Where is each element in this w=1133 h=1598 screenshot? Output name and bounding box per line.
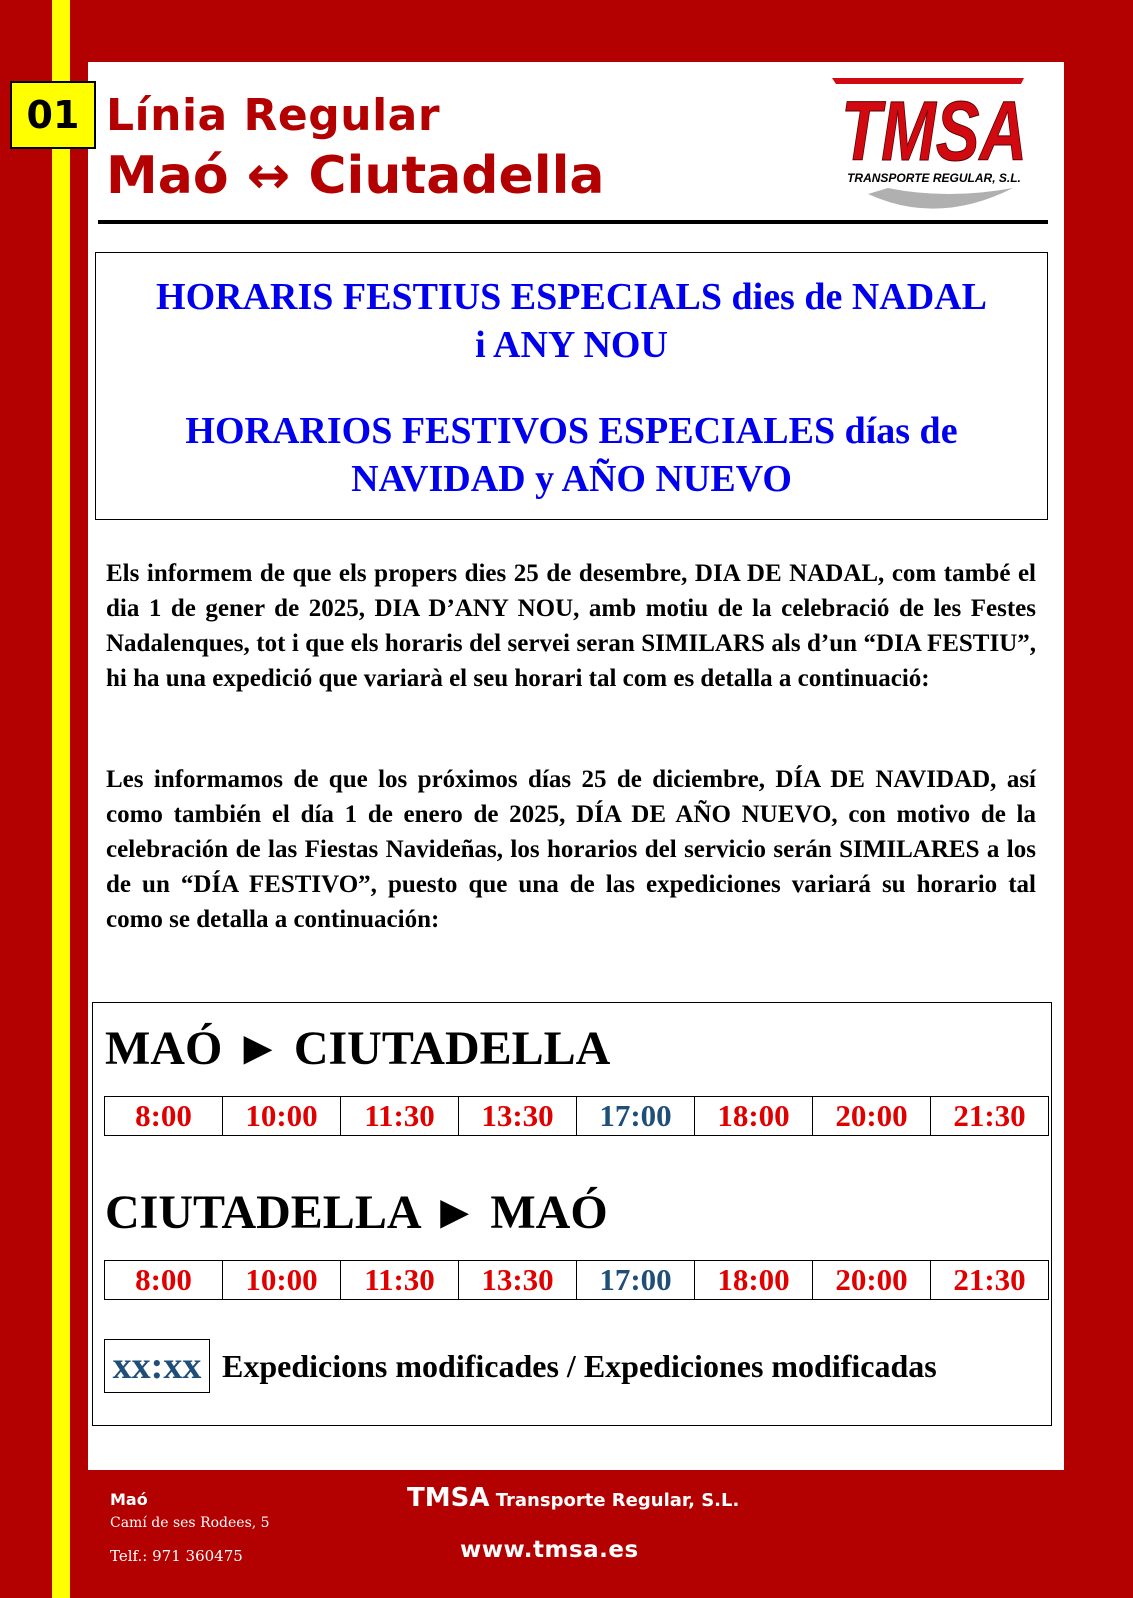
time-cell-modified: 17:00 — [577, 1097, 695, 1135]
footer-company — [407, 1483, 739, 1513]
line-title: Línia Regular — [106, 90, 441, 141]
time-cell: 20:00 — [813, 1261, 931, 1299]
time-cell: 10:00 — [223, 1261, 341, 1299]
logo-tagline: TRANSPORTE REGULAR, S.L. — [847, 171, 1021, 185]
line-route: Maó ↔ Ciutadella — [106, 146, 605, 206]
time-cell: 21:30 — [953, 1098, 1026, 1133]
footer-city: Maó — [110, 1490, 148, 1509]
notice-title-catalan-rest: dies de NADAL i ANY NOU — [475, 276, 987, 366]
times-row-ciutadella-mao — [104, 1260, 1049, 1300]
notice-title-spanish-rest: días de NAVIDAD y AÑO NUEVO — [351, 410, 958, 500]
direction-ciutadella-mao: CIUTADELLA ► MAÓ — [105, 1186, 608, 1239]
time-cell: 18:00 — [695, 1097, 813, 1135]
legend-swatch: xx:xx — [104, 1339, 210, 1393]
legend — [104, 1339, 937, 1393]
time-cell: 10:00 — [223, 1097, 341, 1135]
time-cell: 21:30 — [953, 1262, 1026, 1297]
notice-title-catalan-bold: HORARIS FESTIUS ESPECIALS — [156, 276, 722, 318]
footer-address: Camí de ses Rodees, 5 — [110, 1515, 270, 1531]
schedule-box — [92, 1002, 1052, 1426]
time-cell: 13:30 — [459, 1261, 577, 1299]
time-cell: 11:30 — [341, 1261, 459, 1299]
notice-title-spanish-bold: HORARIOS FESTIVOS ESPECIALES — [185, 410, 836, 452]
notice-title-catalan — [96, 273, 1047, 369]
time-cell-modified: 17:00 — [577, 1261, 695, 1299]
footer-company-name: Transporte Regular, S.L. — [489, 1490, 740, 1511]
time-cell: 8:00 — [105, 1261, 223, 1299]
times-row-mao-ciutadella — [104, 1096, 1049, 1136]
tmsa-logo — [828, 76, 1048, 212]
notice-box — [95, 252, 1048, 520]
route-number-badge: 01 — [10, 81, 96, 149]
red-side-stripe — [70, 0, 88, 1598]
direction-mao-ciutadella: MAÓ ► CIUTADELLA — [105, 1022, 611, 1075]
time-cell: 18:00 — [695, 1261, 813, 1299]
logo-brand: TMSA — [841, 84, 1027, 178]
footer-phone: Telf.: 971 360475 — [110, 1547, 243, 1565]
yellow-side-stripe — [52, 0, 70, 1598]
time-cell: 11:30 — [341, 1097, 459, 1135]
tmsa-logo-graphic — [828, 76, 1048, 212]
time-cell: 8:00 — [105, 1097, 223, 1135]
time-cell: 20:00 — [813, 1097, 931, 1135]
time-cell: 13:30 — [459, 1097, 577, 1135]
footer-brand: TMSA — [407, 1483, 490, 1513]
notice-title-spanish — [96, 407, 1047, 503]
paragraph-catalan: Els informem de que els propers dies 25 de desembre, DIA DE NADAL, com també el dia 1 de gener de 2025, DIA D’ANY NOU, amb motiu de la celebració de les Festes Nadalenques, tot i que els horaris del servei seran SIMILARS als d’un “DIA FESTIU”, hi ha una expedició que variarà el seu horari tal com es detalla a continuació: — [106, 560, 1036, 692]
footer-website-link[interactable]: www.tmsa.es — [460, 1537, 639, 1563]
paragraph-spanish: Les informamos de que los próximos días 25 de diciembre, DÍA DE NAVIDAD, así como también el día 1 de enero de 2025, DÍA DE AÑO NUEVO, con motivo de la celebración de las Fiestas Navideñas, los horarios del servicio serán SIMILARES a los de un “DÍA FESTIVO”, puesto que una de las expediciones variará su horario tal como se detalla a continuación: — [106, 766, 1036, 933]
logo-swoosh — [868, 188, 1013, 209]
legend-text: Expedicions modificades / Expediciones modificadas — [222, 1347, 937, 1384]
header-divider — [98, 220, 1048, 224]
